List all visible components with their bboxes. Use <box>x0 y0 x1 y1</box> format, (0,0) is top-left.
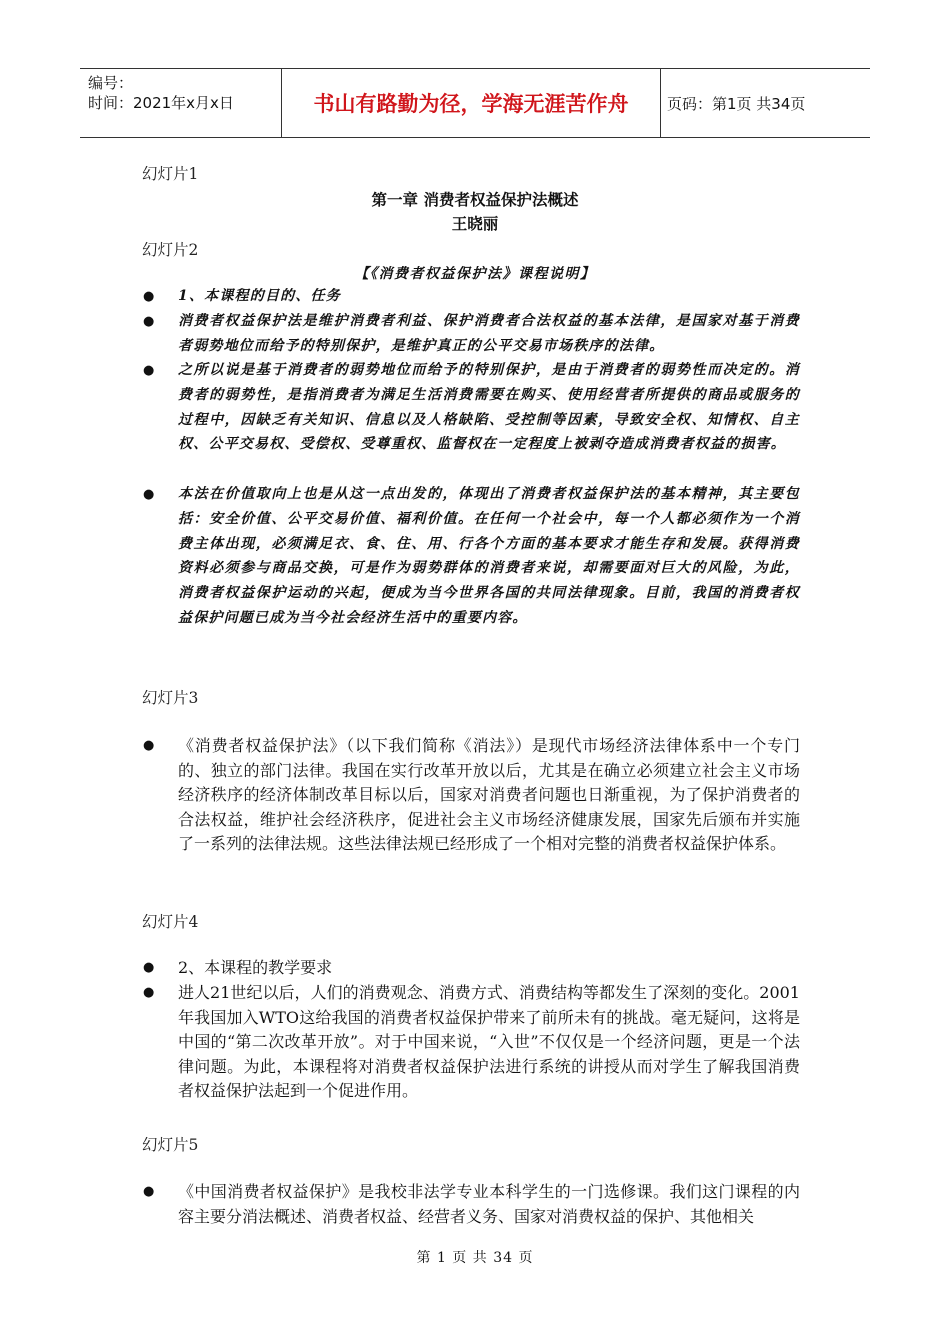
bullet-icon: ● <box>143 289 155 304</box>
bullet-icon: ● <box>143 487 155 502</box>
page-footer: 第 1 页 共 34 页 <box>416 1250 534 1266</box>
slide-label: 幻灯片4 <box>142 913 199 931</box>
header-page-info: 页码：第1页 共34页 <box>667 94 806 113</box>
header-motto: 书山有路勤为径，学海无涯苦作舟 <box>281 69 661 137</box>
bullet-icon: ● <box>143 363 155 378</box>
list-item: 2、本课程的教学要求 <box>178 958 333 977</box>
slide-label: 幻灯片1 <box>142 165 199 183</box>
bullet-icon: ● <box>143 985 155 1000</box>
slide-label: 幻灯片3 <box>142 689 199 707</box>
time-label: 时间：2021年x月x日 <box>88 94 234 112</box>
course-heading: 【《消费者权益保护法》课程说明】 <box>354 266 596 282</box>
code-label: 编号： <box>88 74 134 92</box>
list-item: 之所以说是基于消费者的弱势地位而给予的特别保护，是由于消费者的弱势性而决定的。消费者的弱势性，是指消费者为满足生活消费需要在购买、使用经营者所提供的商品或服务的过程中，因缺乏有关知识、信息以及人格缺陷、受控制等因素，导致安全权、知情权、自主权、公平交易权、受偿权、受尊重权、监督权在一定程度上被剥夺造成消费者权益的损害。 <box>178 362 800 453</box>
list-item: 1、本课程的目的、任务 <box>178 288 341 304</box>
bullet-icon: ● <box>143 960 155 975</box>
list-item: 本法在价值取向上也是从这一点出发的，体现出了消费者权益保护法的基本精神，其主要包括：安全价值、公平交易价值、福利价值。在任何一个社会中，每一个人都必须作为一个消费主体出现，必须满足衣、食、住、用、行各个方面的基本要求才能生存和发展。获得消费资料必须参与商品交换，可是作为弱势群体的消费者来说，却需要面对巨大的风险，为此，消费者权益保护运动的兴起，便成为当今世界各国的共同法律现象。目前，我国的消费者权益保护问题已成为当今社会经济生活中的重要内容。 <box>178 486 800 626</box>
list-item: 消费者权益保护法是维护消费者利益、保护消费者合法权益的基本法律，是国家对基于消费者弱势地位而给予的特别保护，是维护真正的公平交易市场秩序的法律。 <box>178 313 800 354</box>
slide-label: 幻灯片5 <box>142 1136 199 1154</box>
bullet-icon: ● <box>143 738 155 753</box>
slide-label: 幻灯片2 <box>142 241 199 259</box>
bullet-icon: ● <box>143 1184 155 1199</box>
paragraph: 《中国消费者权益保护》是我校非法学专业本科学生的一门选修课。我们这门课程的内容主要分消法概述、消费者权益、经营者义务、国家对消费权益的保护、其他相关 <box>178 1182 800 1226</box>
page-header <box>80 68 870 138</box>
author-name: 王晓丽 <box>451 215 499 233</box>
bullet-icon: ● <box>143 314 155 329</box>
list-item: 进人21世纪以后，人们的消费观念、消费方式、消费结构等都发生了深刻的变化。2001年我国加入WTO这给我国的消费者权益保护带来了前所未有的挑战。毫无疑问，这将是中国的“第二次改革开放”。对于中国来说，“入世”不仅仅是一个经济问题，更是一个法律问题。为此，本课程将对消费者权益保护法进行系统的讲授从而对学生了解我国消费者权益保护法起到一个促进作用。 <box>178 983 800 1100</box>
paragraph: 《消费者权益保护法》（以下我们简称《消法》）是现代市场经济法律体系中一个专门的、独立的部门法律。我国在实行改革开放以后，尤其是在确立必须建立社会主义市场经济秩序的经济体制改革目标以后，国家对消费者问题也日渐重视，为了保护消费者的合法权益，维护社会经济秩序，促进社会主义市场经济健康发展，国家先后颁布并实施了一系列的法律法规。这些法律法规已经形成了一个相对完整的消费者权益保护体系。 <box>178 736 800 853</box>
chapter-title: 第一章 消费者权益保护法概述 <box>371 191 579 209</box>
header-meta <box>88 73 278 113</box>
